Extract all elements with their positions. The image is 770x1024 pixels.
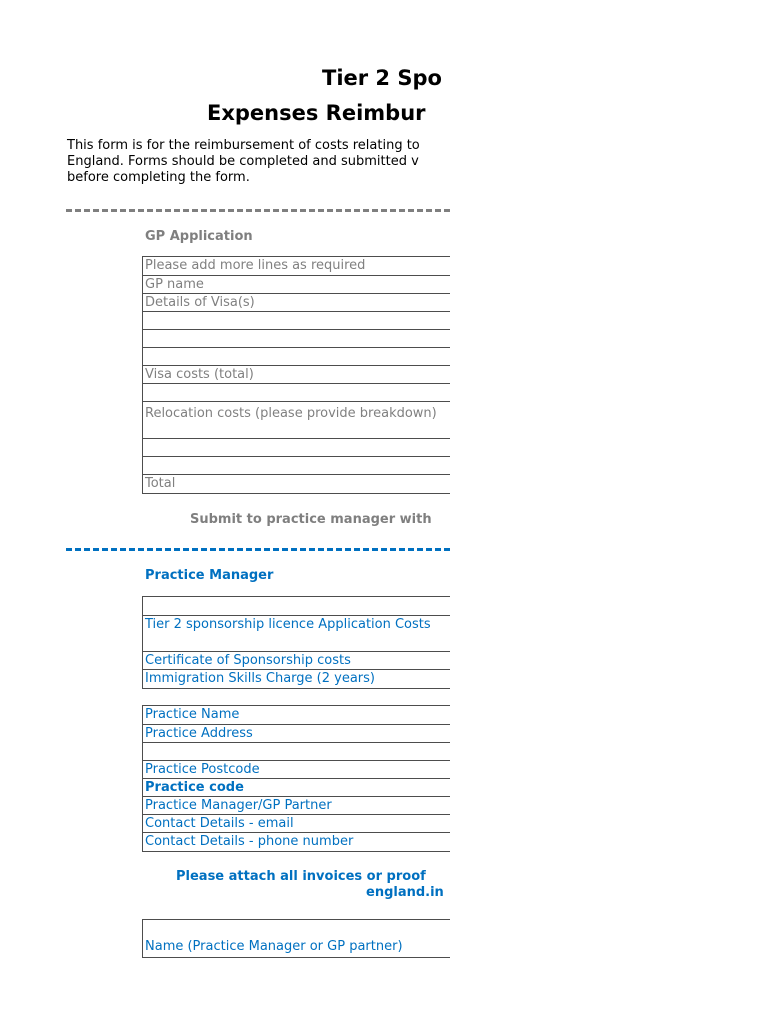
cost-row[interactable] <box>143 597 450 616</box>
practice-row[interactable]: Practice code <box>143 779 450 797</box>
gp-row[interactable]: Details of Visa(s) <box>143 294 450 312</box>
form-subtitle: Expenses Reimbur <box>207 101 426 125</box>
cost-row[interactable]: Certificate of Sponsorship costs <box>143 652 450 670</box>
sponsorship-costs-table <box>142 596 450 689</box>
practice-row[interactable]: Contact Details - email <box>143 815 450 833</box>
gp-row[interactable] <box>143 439 450 457</box>
intro-line-3: before completing the form. <box>67 170 250 185</box>
practice-row[interactable]: Practice Manager/GP Partner <box>143 797 450 815</box>
gp-row[interactable] <box>143 384 450 402</box>
pm-section-label: Practice Manager <box>145 568 274 583</box>
cost-row[interactable]: Immigration Skills Charge (2 years) <box>145 671 375 686</box>
practice-row[interactable]: Practice Address <box>143 725 450 743</box>
practice-row[interactable]: Contact Details - phone number <box>145 834 354 849</box>
gp-row[interactable]: Relocation costs (please provide breakdown) <box>143 402 450 439</box>
gp-row[interactable] <box>143 348 450 366</box>
gp-row[interactable] <box>143 457 450 475</box>
attach-note-line-2: england.in <box>366 885 444 900</box>
gp-row[interactable] <box>143 312 450 330</box>
gp-row[interactable]: GP name <box>143 276 450 294</box>
practice-row[interactable]: Practice Postcode <box>143 761 450 779</box>
pm-section-divider <box>66 548 450 551</box>
intro-line-2: England. Forms should be completed and submitted v <box>67 154 419 169</box>
form-title: Tier 2 Spo <box>322 66 442 90</box>
signature-table <box>142 919 450 958</box>
gp-section-label: GP Application <box>145 229 253 244</box>
intro-line-1: This form is for the reimbursement of costs relating to <box>67 138 420 153</box>
practice-row[interactable] <box>143 743 450 761</box>
cost-row[interactable]: Tier 2 sponsorship licence Application Costs <box>143 616 450 652</box>
attach-note-line-1: Please attach all invoices or proof <box>176 869 426 884</box>
gp-application-table <box>142 256 450 494</box>
gp-section-divider <box>66 209 450 212</box>
signature-row[interactable]: Name (Practice Manager or GP partner) <box>145 939 403 954</box>
practice-row[interactable]: Practice Name <box>143 706 450 725</box>
intro-text <box>67 138 420 186</box>
gp-row[interactable] <box>143 330 450 348</box>
gp-row[interactable]: Visa costs (total) <box>143 366 450 384</box>
submit-note: Submit to practice manager with <box>190 512 432 527</box>
gp-row[interactable]: Please add more lines as required <box>143 257 450 276</box>
gp-row[interactable]: Total <box>145 476 176 491</box>
practice-details-table <box>142 705 450 852</box>
